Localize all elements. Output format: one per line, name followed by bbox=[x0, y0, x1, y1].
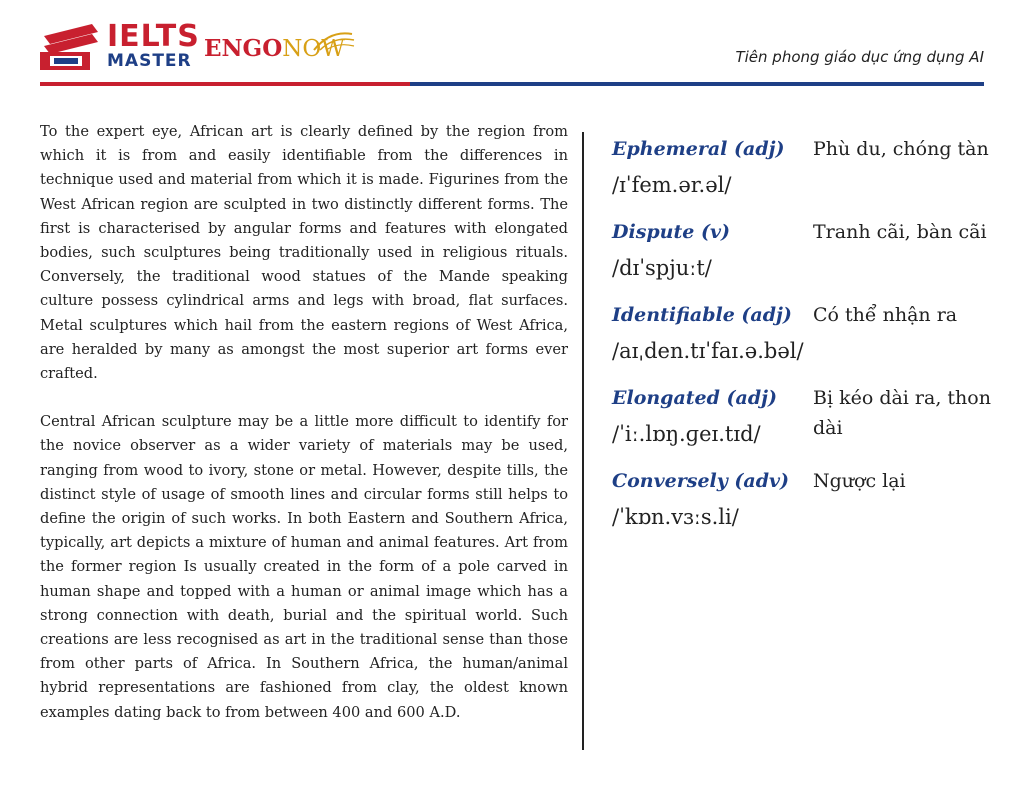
vocab-ipa: /ˈiː.lɒŋ.ɡeɪ.tɪd/ bbox=[612, 422, 761, 446]
vocab-ipa: /ˈkɒn.vɜːs.li/ bbox=[612, 505, 739, 529]
vocab-item bbox=[612, 217, 1012, 300]
vocab-meaning: Có thể nhận ra bbox=[813, 304, 958, 326]
reading-passage bbox=[40, 120, 568, 749]
vocab-ipa: /ɪˈfem.ər.əl/ bbox=[612, 173, 732, 197]
logo-ielts-text: IELTS bbox=[107, 19, 200, 54]
vocab-ipa: /aɪˌden.tɪˈfaɪ.ə.bəl/ bbox=[612, 339, 804, 363]
tagline: Tiên phong giáo dục ứng dụng AI bbox=[735, 48, 984, 66]
passage-paragraph: To the expert eye, African art is clearly defined by the region from which it is from and easily identifiable from the differences in technique used and material from which it is made. Figurines from the West African region are sculpted in two distinctly different forms. The first is characterised by angular forms and features with elongated bodies, such sculptures being traditionally used in religious rituals. Conversely, the traditional wood statues of the Mande speaking culture possess cylindrical arms and legs with broad, flat surfaces. Metal sculptures which hail from the eastern regions of West Africa, are heralded by many as amongst the most superior art forms ever crafted. bbox=[40, 123, 568, 383]
vocab-item bbox=[612, 300, 1012, 383]
header-rule-red bbox=[40, 82, 410, 86]
passage-paragraph: Central African sculpture may be a little more difficult to identify for the novice observer as a wider variety of materials may be used, ranging from wood to ivory, stone or metal. However, despite tills, the distinct style of usage of smooth lines and circular forms still helps to define the origin of such works. In both Eastern and Southern Africa, typically, art depicts a mixture of human and animal features. Art from the former region Is usually created in the form of a pole carved in human shape and topped with a human or animal image which has a strong connection with death, burial and the spiritual world. Such creations are less recognised as art in the traditional sense than those from other parts of Africa. In Southern Africa, the human/animal hybrid representations are fashioned from clay, the oldest known examples dating back to from between 400 and 600 A.D. bbox=[40, 413, 568, 721]
vocab-item bbox=[612, 383, 1012, 466]
ielts-master-logo-icon bbox=[40, 22, 102, 72]
page-header bbox=[0, 0, 1024, 90]
logo-engo-text: ENGO bbox=[204, 35, 283, 62]
column-divider bbox=[582, 132, 584, 750]
vocab-ipa: /dɪˈspjuːt/ bbox=[612, 256, 712, 280]
logo-now-text: NOW bbox=[282, 36, 345, 62]
vocab-word: Ephemeral (adj) bbox=[612, 138, 785, 160]
vocab-word: Conversely (adv) bbox=[612, 470, 790, 492]
logo-master-text: MASTER bbox=[107, 51, 192, 71]
vocab-item bbox=[612, 134, 1012, 217]
vocab-word: Dispute (v) bbox=[612, 221, 730, 243]
vocab-item bbox=[612, 466, 1012, 549]
vocab-meaning: Tranh cãi, bàn cãi bbox=[813, 221, 987, 243]
vocabulary-list bbox=[612, 134, 1012, 549]
vocab-meaning: Ngược lại bbox=[813, 470, 906, 492]
sunburst-icon bbox=[310, 28, 356, 54]
vocab-word: Elongated (adj) bbox=[612, 387, 777, 409]
header-rule-blue bbox=[410, 82, 984, 86]
vocab-meaning: Phù du, chóng tàn bbox=[813, 138, 989, 160]
vocab-word: Identifiable (adj) bbox=[612, 304, 792, 326]
vocab-meaning: Bị kéo dài ra, thon dài bbox=[813, 387, 991, 439]
